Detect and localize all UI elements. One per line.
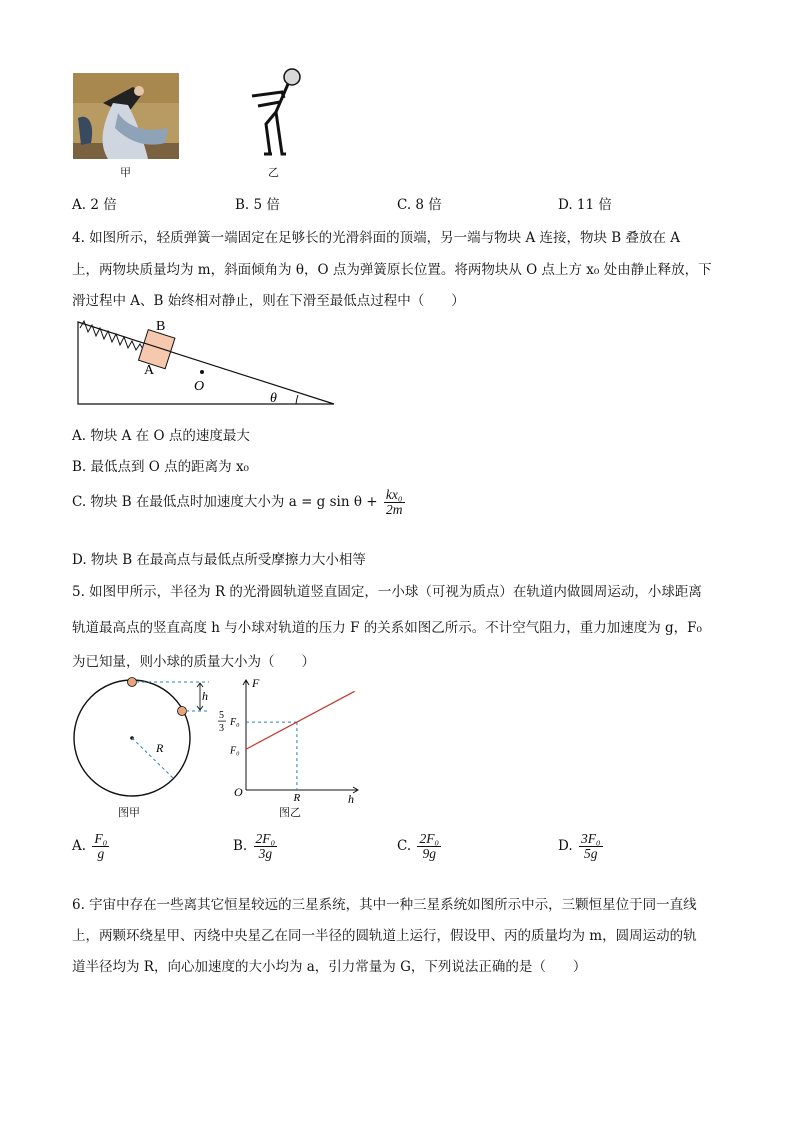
label-h: h [202, 689, 208, 703]
y-tick-f0: F₀ [230, 745, 240, 757]
q4-option-d[interactable]: D. 物块 B 在最高点与最低点所受摩擦力大小相等 [72, 552, 366, 568]
label-o: O [194, 379, 205, 394]
q6-stem-line-1: 6. 宇宙中存在一些离其它恒星较远的三星系统，其中一种三星系统如图所示中示，三颗恒星位于同一直线 [72, 897, 697, 913]
label-theta: θ [270, 391, 277, 406]
series-line [246, 691, 355, 749]
q5-option-c[interactable]: C. $\frac{\text{2F₀}}{9g}$ [397, 831, 440, 862]
origin-label: O [234, 785, 243, 799]
q4-option-b[interactable]: B. 最低点到 O 点的距离为 x₀ [72, 459, 249, 475]
x-tick-r: R [293, 792, 301, 804]
q4-incline-figure [70, 316, 345, 411]
q4-stem-line-3: 滑过程中 A、B 始终相对静止，则在下滑至最低点过程中（ ） [72, 293, 465, 309]
q3-option-c[interactable]: C. 8 倍 [397, 197, 442, 213]
y-tick-frac-den: 3 [219, 723, 224, 735]
q6-stem-line-3: 道半径均为 R，向心加速度的大小均为 a，引力常量为 G，下列说法正确的是（ ） [72, 959, 587, 975]
caption-tu-jia: 图甲 [118, 806, 140, 819]
y-tick-frac-num: 5 [219, 710, 224, 722]
q3-option-b[interactable]: B. 5 倍 [235, 197, 280, 213]
q5-stem-line-3: 为已知量，则小球的质量大小为（ ） [72, 654, 315, 670]
q3-option-a[interactable]: A. 2 倍 [72, 197, 117, 213]
caption-tu-yi: 图乙 [279, 806, 301, 819]
y-axis-label: F [252, 676, 260, 690]
ball-top [128, 678, 137, 687]
q4-option-c-text: C. 物块 B 在最低点时加速度大小为 a = g sin θ + [72, 494, 378, 511]
label-r: R [156, 741, 164, 755]
q5-stem-line-2: 轨道最高点的竖直高度 h 与小球对轨道的压力 F 的关系如图乙所示。不计空气阻力，重力加速度为 g，F₀ [72, 620, 702, 636]
q4-stem-line-2: 上，两物块质量均为 m，斜面倾角为 θ，O 点为弹簧原长位置。将两物块从 O 点上方 x₀ 处由静止释放，下 [72, 262, 712, 278]
q4-option-a[interactable]: A. 物块 A 在 O 点的速度最大 [72, 428, 250, 444]
point-o [200, 370, 204, 374]
caption-yi: 乙 [268, 166, 279, 179]
y-tick-frac-unit: F₀ [230, 717, 240, 729]
x-axis-label: h [348, 792, 354, 806]
q5-option-d[interactable]: D. $\frac{\text{3F₀}}{5g}$ [558, 831, 601, 862]
q5-f-h-chart [214, 674, 364, 806]
q3-option-d[interactable]: D. 11 倍 [558, 197, 612, 213]
q4-option-c-fraction: $\frac{\text{kx₀}}{2m}$ [385, 487, 403, 518]
label-b: B [156, 319, 166, 334]
label-a: A [144, 363, 155, 378]
q6-stem-line-2: 上，两颗环绕星甲、丙绕中央星乙在同一半径的圆轨道上运行，假设甲、丙的质量均为 m，圆周运动的轨 [72, 928, 697, 944]
q5-circle-track-figure [68, 676, 218, 824]
q5-option-a[interactable]: A. $\frac{\text{F₀}}{g}$ [72, 831, 108, 862]
q4-stem-line-1: 4. 如图所示，轻质弹簧一端固定在足够长的光滑斜面的顶端，另一端与物块 A 连接，物块 B 叠放在 A [72, 230, 681, 246]
ball-side [178, 707, 187, 716]
photo-dancer [73, 73, 179, 159]
q5-option-b[interactable]: B. $\frac{\text{2F₀}}{3g}$ [233, 831, 276, 862]
radius-line [132, 738, 173, 778]
q5-stem-line-1: 5. 如图甲所示，半径为 R 的光滑圆轨道竖直固定，一小球（可视为质点）在轨道内做圆周运动，小球距离 [72, 584, 702, 600]
q4-option-c[interactable] [72, 488, 407, 517]
caption-jia: 甲 [120, 166, 131, 179]
stick-figure [246, 66, 308, 162]
